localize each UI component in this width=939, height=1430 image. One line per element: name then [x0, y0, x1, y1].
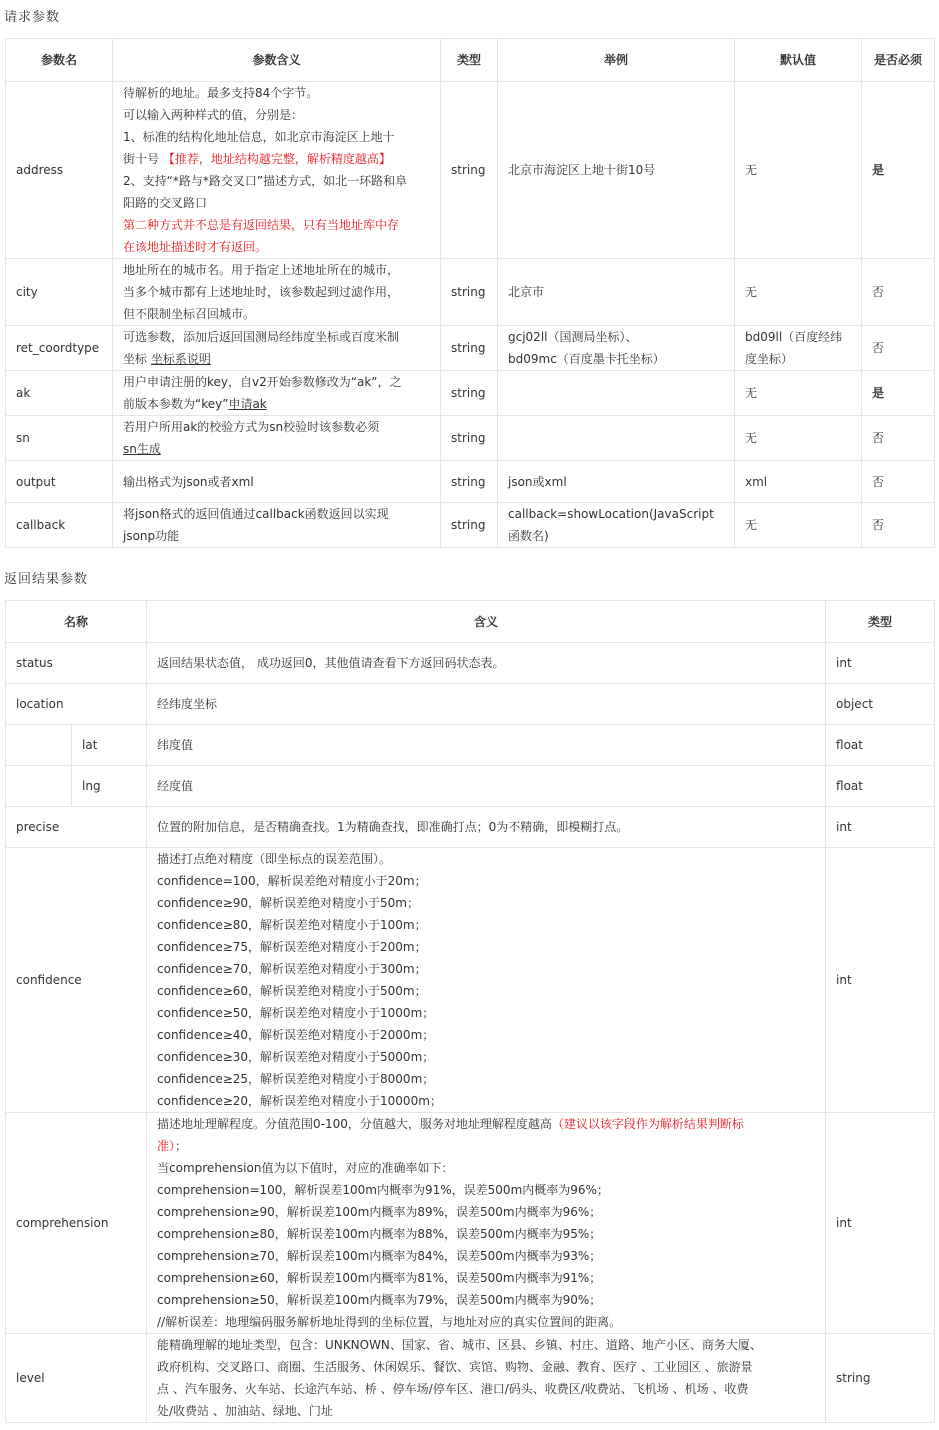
table-header-row — [6, 601, 935, 643]
param-required: 是 — [862, 82, 935, 259]
table-row — [6, 1334, 935, 1423]
table-row — [6, 259, 935, 326]
desc-line: 2、支持“*路与*路交叉口”描述方式，如北一环路和阜 — [123, 174, 408, 188]
table-row — [6, 725, 935, 766]
desc-line: 当多个城市都有上述地址时，该参数起到过滤作用， — [123, 285, 400, 299]
field-desc: 经度值 — [147, 766, 826, 807]
field-name: precise — [6, 807, 147, 848]
param-default: 无 — [735, 416, 862, 461]
desc-line: 将json格式的返回值通过callback函数返回以实现 — [123, 507, 389, 521]
field-desc: 位置的附加信息，是否精确查找。1为精确查找，即准确打点；0为不精确，即模糊打点。 — [147, 807, 826, 848]
example-line: 函数名) — [508, 529, 549, 543]
param-type: string — [441, 416, 498, 461]
desc-line: 处/收费站 、加油站、绿地、门址 — [157, 1404, 333, 1418]
field-name: confidence — [6, 848, 147, 1113]
table-row — [6, 766, 935, 807]
table-row — [6, 1113, 935, 1334]
param-example — [498, 371, 735, 416]
header-cell: 类型 — [441, 39, 498, 82]
desc-line: comprehension≥90，解析误差100m内概率为89%，误差500m内概率为96%； — [157, 1205, 602, 1219]
indent-cell — [6, 725, 72, 766]
desc-line: 点 、汽车服务、火车站、长途汽车站、桥 、停车场/停车区、港口/码头、收费区/收费站、飞机场 、机场 、收费 — [157, 1382, 749, 1396]
desc-line: jsonp功能 — [123, 529, 180, 543]
field-type: string — [826, 1334, 935, 1423]
field-desc: 返回结果状态值， 成功返回0，其他值请查看下方返回码状态表。 — [147, 643, 826, 684]
desc-line: confidence≥25，解析误差绝对精度小于8000m； — [157, 1072, 435, 1086]
field-type: float — [826, 725, 935, 766]
desc-line: comprehension≥80，解析误差100m内概率为88%，误差500m内概率为95%； — [157, 1227, 602, 1241]
param-type: string — [441, 326, 498, 371]
desc-line: confidence≥70，解析误差绝对精度小于300m； — [157, 962, 427, 976]
desc-line: 若用户所用ak的校验方式为sn校验时该参数必须 — [123, 420, 380, 434]
param-type: string — [441, 371, 498, 416]
desc-line: comprehension≥70，解析误差100m内概率为84%，误差500m内概率为93%； — [157, 1249, 602, 1263]
field-desc — [147, 1113, 826, 1334]
field-name: location — [6, 684, 147, 725]
desc-line: confidence=100，解析误差绝对精度小于20m； — [157, 874, 427, 888]
desc-line: confidence≥60，解析误差绝对精度小于500m； — [157, 984, 427, 998]
desc-line — [123, 348, 430, 370]
param-name: output — [6, 461, 113, 503]
desc-line: comprehension=100，解析误差100m内概率为91%，误差500m内概率为96%； — [157, 1183, 609, 1197]
param-required: 否 — [862, 259, 935, 326]
param-name: address — [6, 82, 113, 259]
recommend-note: 【推荐，地址结构越完整，解析精度越高】 — [162, 152, 391, 166]
table-row — [6, 684, 935, 725]
field-type: object — [826, 684, 935, 725]
desc-line: confidence≥30，解析误差绝对精度小于5000m； — [157, 1050, 435, 1064]
table-row — [6, 82, 935, 259]
table-row — [6, 371, 935, 416]
warning-line: 第二种方式并不总是有返回结果，只有当地址库中存 — [123, 218, 400, 232]
response-params-title: 返回结果参数 — [4, 572, 89, 587]
sn-generate-link[interactable]: sn生成 — [123, 442, 161, 456]
desc-text: 街十号 — [123, 152, 160, 166]
param-desc — [113, 503, 441, 548]
param-required: 否 — [862, 416, 935, 461]
param-desc — [113, 416, 441, 461]
param-name: ret_coordtype — [6, 326, 113, 371]
desc-line: 描述打点绝对精度（即坐标点的误差范围）。 — [157, 852, 392, 866]
param-required: 否 — [862, 503, 935, 548]
table-header-row — [6, 39, 935, 82]
desc-line: confidence≥50，解析误差绝对精度小于1000m； — [157, 1006, 435, 1020]
table-row — [6, 848, 935, 1113]
example-line: bd09mc（百度墨卡托坐标） — [508, 352, 665, 366]
param-name: sn — [6, 416, 113, 461]
example-line: callback=showLocation(JavaScript — [508, 507, 714, 521]
desc-line: 能精确理解的地址类型，包含：UNKNOWN、国家、省、城市、区县、乡镇、村庄、道路、地产小区、商务大厦、 — [157, 1338, 762, 1352]
param-example — [498, 326, 735, 371]
param-default: 无 — [735, 503, 862, 548]
param-default — [735, 326, 862, 371]
desc-line: 但不限制坐标召回城市。 — [123, 307, 256, 321]
indent-cell — [6, 766, 72, 807]
table-row — [6, 416, 935, 461]
table-row — [6, 461, 935, 503]
desc-line: 待解析的地址。最多支持84个字节。 — [123, 86, 319, 100]
param-example: json或xml — [498, 461, 735, 503]
header-cell: 是否必须 — [862, 39, 935, 82]
desc-line — [157, 1113, 815, 1135]
header-cell: 类型 — [826, 601, 935, 643]
desc-line: 当comprehension值为以下值时，对应的准确率如下： — [157, 1161, 454, 1175]
header-cell: 默认值 — [735, 39, 862, 82]
param-default: xml — [735, 461, 862, 503]
param-example: 北京市 — [498, 259, 735, 326]
param-desc: 输出格式为json或者xml — [113, 461, 441, 503]
desc-line: confidence≥75，解析误差绝对精度小于200m； — [157, 940, 427, 954]
param-name: callback — [6, 503, 113, 548]
table-row — [6, 503, 935, 548]
desc-line: 用户申请注册的key，自v2开始参数修改为“ak”，之 — [123, 375, 402, 389]
param-name: city — [6, 259, 113, 326]
param-desc — [113, 82, 441, 259]
field-name: level — [6, 1334, 147, 1423]
field-desc — [147, 848, 826, 1113]
field-type: int — [826, 643, 935, 684]
coord-system-link[interactable]: 坐标系说明 — [150, 352, 211, 366]
field-desc: 经纬度坐标 — [147, 684, 826, 725]
field-name: lat — [72, 725, 147, 766]
desc-line: comprehension≥60，解析误差100m内概率为81%，误差500m内概率为91%； — [157, 1271, 602, 1285]
param-required: 否 — [862, 326, 935, 371]
desc-line: 1、标准的结构化地址信息，如北京市海淀区上地十 — [123, 130, 395, 144]
table-row — [6, 326, 935, 371]
param-type: string — [441, 503, 498, 548]
field-type: int — [826, 848, 935, 1113]
param-name: ak — [6, 371, 113, 416]
desc-line — [123, 148, 430, 170]
desc-line — [123, 393, 430, 415]
example-line: gcj02ll（国测局坐标）、 — [508, 330, 638, 344]
param-required: 是 — [862, 371, 935, 416]
field-type: int — [826, 807, 935, 848]
desc-line: confidence≥20，解析误差绝对精度小于10000m； — [157, 1094, 442, 1108]
default-line: bd09ll（百度经纬 — [745, 330, 843, 344]
desc-text: 坐标 — [123, 352, 148, 366]
request-params-title: 请求参数 — [4, 10, 61, 25]
desc-line: confidence≥80，解析误差绝对精度小于100m； — [157, 918, 427, 932]
param-desc — [113, 371, 441, 416]
field-desc — [147, 1334, 826, 1423]
field-name: lng — [72, 766, 147, 807]
field-name: comprehension — [6, 1113, 147, 1334]
apply-ak-link[interactable]: 申请ak — [228, 397, 267, 411]
desc-line — [123, 438, 430, 460]
field-type: int — [826, 1113, 935, 1334]
desc-text: ； — [175, 1139, 188, 1153]
param-example — [498, 503, 735, 548]
warning-line: 在该地址描述时才有返回。 — [123, 240, 268, 254]
desc-line: confidence≥40，解析误差绝对精度小于2000m； — [157, 1028, 435, 1042]
header-cell: 含义 — [147, 601, 826, 643]
param-default: 无 — [735, 82, 862, 259]
default-line: 度坐标） — [745, 352, 794, 366]
param-type: string — [441, 82, 498, 259]
desc-line: comprehension≥50，解析误差100m内概率为79%，误差500m内概率为90%； — [157, 1293, 602, 1307]
desc-line: 政府机构、交叉路口、商圈、生活服务、休闲娱乐、餐饮、宾馆、购物、金融、教育、医疗 、工业园区 、旅游景 — [157, 1360, 753, 1374]
desc-line — [157, 1135, 815, 1157]
param-example — [498, 416, 735, 461]
header-cell: 参数含义 — [113, 39, 441, 82]
desc-line: confidence≥90，解析误差绝对精度小于50m； — [157, 896, 419, 910]
param-example: 北京市海淀区上地十街10号 — [498, 82, 735, 259]
desc-line: 可以输入两种样式的值，分别是： — [123, 108, 304, 122]
suggest-note: （建议以该字段作为解析结果判断标 — [551, 1117, 744, 1131]
param-default: 无 — [735, 371, 862, 416]
desc-text: 前版本参数为“key” — [123, 397, 229, 411]
param-desc — [113, 326, 441, 371]
field-type: float — [826, 766, 935, 807]
desc-text: 描述地址理解程度。分值范围0-100，分值越大，服务对地址理解程度越高 — [157, 1117, 552, 1131]
field-name: status — [6, 643, 147, 684]
header-cell: 名称 — [6, 601, 147, 643]
desc-line: 阳路的交叉路口 — [123, 196, 208, 210]
table-row — [6, 643, 935, 684]
param-desc — [113, 259, 441, 326]
desc-line: //解析误差：地理编码服务解析地址得到的坐标位置，与地址对应的真实位置间的距离。 — [157, 1315, 622, 1329]
desc-line: 地址所在的城市名。用于指定上述地址所在的城市， — [123, 263, 400, 277]
header-cell: 举例 — [498, 39, 735, 82]
suggest-note: 准） — [157, 1139, 176, 1153]
header-cell: 参数名 — [6, 39, 113, 82]
field-desc: 纬度值 — [147, 725, 826, 766]
request-params-table — [5, 38, 935, 548]
param-default: 无 — [735, 259, 862, 326]
desc-line: 可选参数，添加后返回国测局经纬度坐标或百度米制 — [123, 330, 400, 344]
response-params-table — [5, 600, 935, 1423]
param-required: 否 — [862, 461, 935, 503]
param-type: string — [441, 259, 498, 326]
table-row — [6, 807, 935, 848]
param-type: string — [441, 461, 498, 503]
